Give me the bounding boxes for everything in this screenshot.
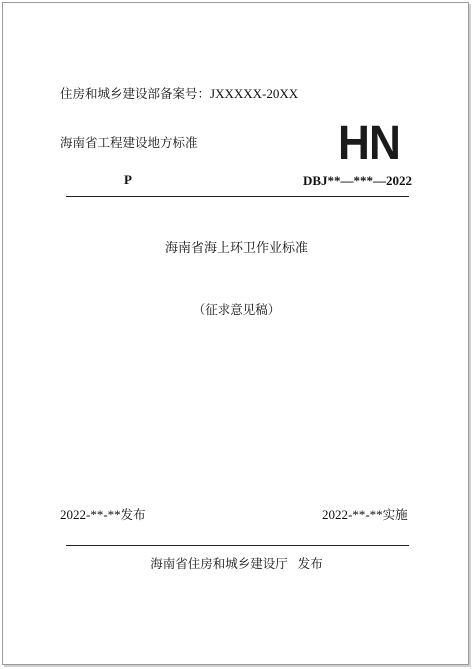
filing-record-line [60, 84, 298, 102]
publisher-name: 海南省住房和城乡建设厅 [150, 556, 288, 571]
hn-logo: HN [338, 117, 400, 170]
implementation-date-line [322, 505, 408, 523]
implementation-date: 2022-**-** [322, 507, 383, 522]
standard-type: 海南省工程建设地方标准 [60, 135, 198, 150]
document-subtitle: （征求意见稿） [192, 302, 281, 317]
filing-record-label: 住房和城乡建设部备案号： [60, 86, 211, 101]
issue-date-line [60, 505, 146, 523]
issue-date: 2022-**-** [60, 507, 121, 522]
publisher-action: 发布 [297, 556, 323, 571]
standard-number: DBJ**—***—2022 [303, 173, 413, 188]
implementation-label: 实施 [382, 507, 408, 522]
classification-letter: P [124, 172, 132, 187]
publisher-line [0, 554, 473, 572]
footer-divider [66, 545, 409, 546]
header-divider [66, 196, 409, 197]
filing-record-code: JXXXXX-20XX [210, 86, 299, 101]
issue-label: 发布 [120, 507, 146, 522]
document-title: 海南省海上环卫作业标准 [164, 241, 308, 256]
